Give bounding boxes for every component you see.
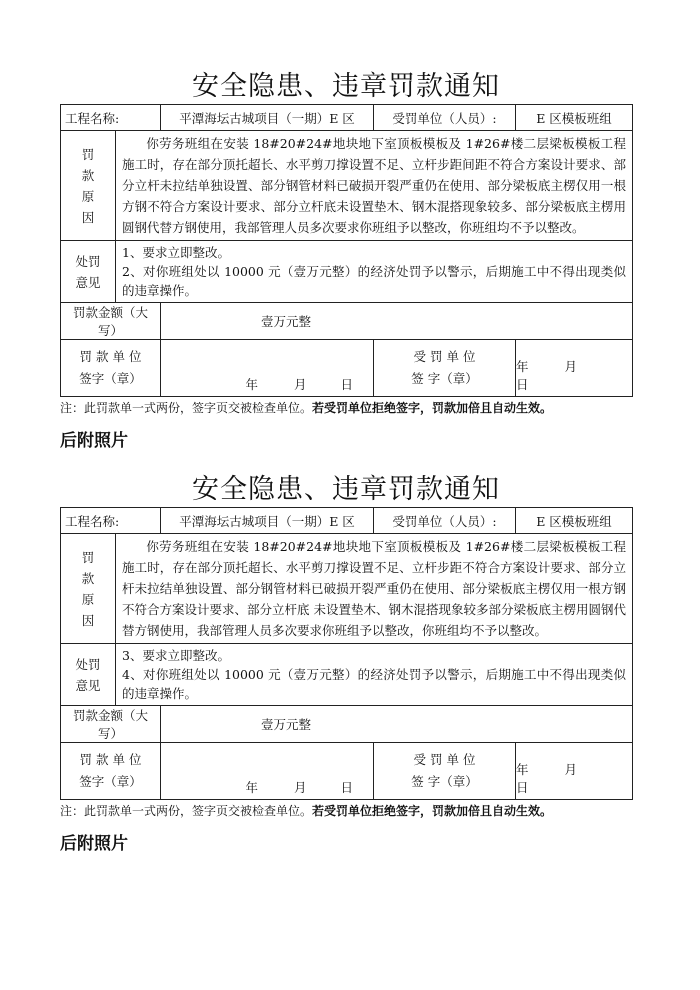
reason-label-char: 款: [81, 570, 95, 586]
reason-text-cell: [116, 131, 633, 241]
notice-title: 安全隐患、违章罚款通知: [192, 474, 500, 505]
reason-text: 你劳务班组在安装 18#20#24#地块地下室顶板模板及 1#26#楼二层梁板模板工程施工时，存在部分顶托超长、水平剪刀撑设置不足、立杆步距间距不符合方案设计要求、部分立杆未拉结单独设置、部分钢管材料已破损开裂严重仍在使用、部分梁板底主楞仅用一根方钢不符合方案设计要求、部分立杆底未设置垫木、钢木混搭现象较多、部分梁板底主楞用圆钢代替方钢使用，我部管理人员多次要求你班组予以整改，你班组均不予以整改。: [122, 136, 627, 235]
issuer-sign-label: [61, 743, 161, 800]
recipient-sign-label: [374, 743, 516, 800]
notice-form-table: [60, 507, 633, 800]
issuer-sign-line: 罚 款 单 位: [79, 752, 142, 767]
amount-value: 壹万元整: [161, 706, 633, 743]
recipient-date: [516, 760, 610, 796]
issuer-date: [246, 778, 353, 796]
reason-label-char: 因: [81, 612, 95, 628]
date-month: 月: [564, 762, 578, 777]
penalty-label-line: 意见: [75, 677, 101, 693]
penalty-label: [61, 644, 116, 706]
penalty-opinion-cell: [116, 644, 633, 706]
penalty-item: 3、要求立即整改。: [122, 648, 230, 663]
date-year: 年: [516, 762, 529, 777]
date-month: 月: [294, 377, 307, 392]
footnote-bold: 若受罚单位拒绝签字，罚款加倍且自动生效。: [312, 401, 553, 415]
recipient-sign-label: [374, 340, 516, 397]
footnote-plain: 注：此罚款单一式两份，签字页交被检查单位。: [60, 804, 313, 818]
unit-label: 受罚单位（人员）:: [374, 105, 516, 131]
attached-photos-heading: 后附照片: [60, 431, 128, 451]
project-value: 平潭海坛古城项目（一期）E 区: [161, 508, 374, 534]
penalty-label-line: 意见: [75, 274, 101, 290]
issuer-sign-line: 罚 款 单 位: [79, 349, 142, 364]
reason-label-char: 原: [81, 188, 95, 204]
issuer-signature-area: [161, 340, 374, 397]
notice-form-table: [60, 104, 633, 397]
attached-photos-heading: 后附照片: [60, 834, 128, 854]
reason-text-cell: [116, 534, 633, 644]
date-day: 日: [516, 377, 529, 392]
recipient-sign-line: 签 字（章）: [411, 371, 478, 386]
issuer-sign-label: [61, 340, 161, 397]
date-year: 年: [516, 359, 529, 374]
recipient-sign-line: 签 字（章）: [411, 774, 478, 789]
issuer-sign-line: 签字（章）: [79, 371, 142, 386]
amount-value: 壹万元整: [161, 303, 633, 340]
issuer-sign-line: 签字（章）: [79, 774, 142, 789]
footnote-plain: 注：此罚款单一式两份，签字页交被检查单位。: [60, 401, 313, 415]
penalty-label-line: 处罚: [75, 253, 101, 269]
date-year: 年: [245, 377, 259, 392]
reason-label-char: 因: [81, 209, 95, 225]
penalty-label-line: 处罚: [75, 656, 101, 672]
reason-label-char: 罚: [81, 549, 95, 565]
reason-text: 你劳务班组在安装 18#20#24#地块地下室顶板模板及 1#26#楼二层梁板模板工程施工时，存在部分顶托超长、水平剪刀撑设置不足、立杆步距不符合方案设计要求、部分立杆未拉结单独设置、部分钢管材料已破损开裂严重仍在使用、部分梁板底主楞仅用一根方钢不符合方案设计要求、部分立杆底 未设置垫木、钢木混搭现象较多部分梁板底主楞用圆钢代替方钢使用，我部管理人员多次要求你班组予以整改，你班组均不予以整改。: [122, 539, 627, 638]
amount-label: 罚款金额（大写）: [61, 303, 161, 340]
penalty-item: 4、对你班组处以 10000 元（壹万元整）的经济处罚予以警示，后期施工中不得出现类似的违章操作。: [122, 667, 627, 701]
unit-value: E 区模板班组: [516, 105, 633, 131]
project-label: 工程名称:: [61, 105, 161, 131]
penalty-item: 2、对你班组处以 10000 元（壹万元整）的经济处罚予以警示，后期施工中不得出现类似的违章操作。: [122, 264, 627, 298]
unit-label: 受罚单位（人员）:: [374, 508, 516, 534]
penalty-notice-2: [60, 473, 632, 854]
penalty-item: 1、要求立即整改。: [122, 245, 230, 260]
reason-label-char: 罚: [81, 146, 95, 162]
reason-label-char: 原: [81, 591, 95, 607]
date-year: 年: [245, 780, 259, 795]
date-month: 月: [294, 780, 307, 795]
recipient-sign-line: 受 罚 单 位: [413, 349, 476, 364]
recipient-signature-area: [516, 743, 633, 800]
date-day: 日: [516, 780, 529, 795]
date-day: 日: [340, 377, 354, 392]
date-month: 月: [564, 359, 578, 374]
footnote: [60, 803, 632, 819]
recipient-sign-line: 受 罚 单 位: [413, 752, 476, 767]
penalty-notice-1: [60, 70, 632, 451]
unit-value: E 区模板班组: [516, 508, 633, 534]
reason-label: [61, 534, 116, 644]
footnote-bold: 若受罚单位拒绝签字，罚款加倍且自动生效。: [312, 804, 553, 818]
recipient-signature-area: [516, 340, 633, 397]
project-value: 平潭海坛古城项目（一期）E 区: [161, 105, 374, 131]
amount-label: 罚款金额（大写）: [61, 706, 161, 743]
recipient-date: [516, 357, 610, 393]
issuer-signature-area: [161, 743, 374, 800]
penalty-opinion-cell: [116, 241, 633, 303]
footnote: [60, 400, 632, 416]
penalty-label: [61, 241, 116, 303]
issuer-date: [246, 375, 353, 393]
date-day: 日: [340, 780, 354, 795]
reason-label: [61, 131, 116, 241]
project-label: 工程名称:: [61, 508, 161, 534]
notice-title: 安全隐患、违章罚款通知: [192, 71, 500, 102]
reason-label-char: 款: [81, 167, 95, 183]
